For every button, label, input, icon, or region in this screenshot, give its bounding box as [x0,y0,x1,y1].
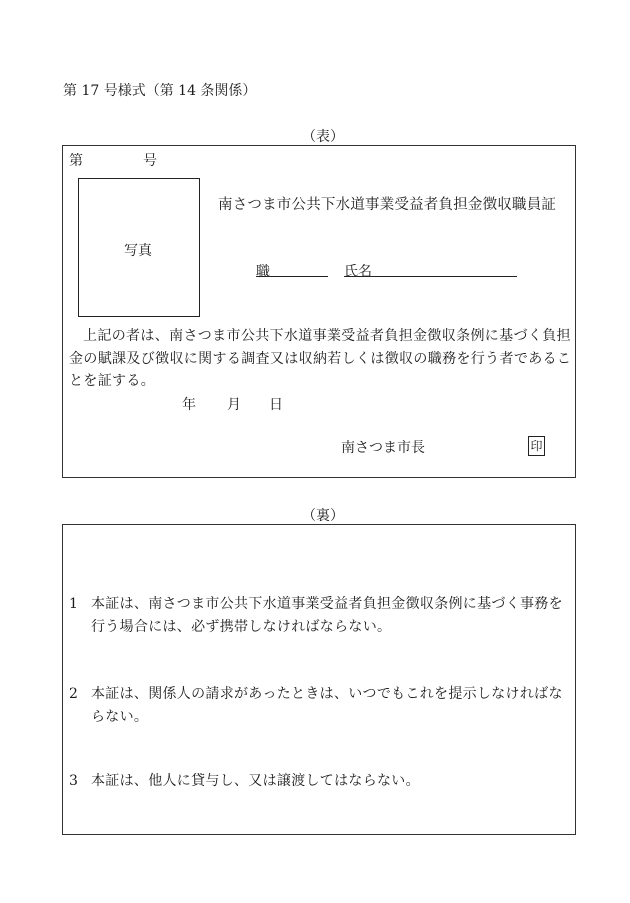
date-year-label: 年 [182,397,196,413]
name-label: 氏名 [344,264,372,280]
note-item [69,593,575,639]
note-text: 本証は、他人に貸与し、又は譲渡してはならない。 [91,773,420,789]
back-side-label: （裏） [302,508,344,524]
note-item [69,683,575,729]
name-underline [344,276,517,277]
note-number: 2 [69,686,79,702]
date-month-label: 月 [227,397,241,413]
certificate-number-suffix: 号 [143,153,157,169]
seal-stamp-box: 印 [528,436,545,456]
position-label: 職 [256,264,270,280]
note-text: 本証は、南さつま市公共下水道事業受益者負担金徴収条例に基づく事務を行う場合には、必ず携帯しなければならない。 [91,596,563,635]
note-number: 3 [69,773,79,789]
certificate-body-text: 上記の者は、南さつま市公共下水道事業受益者負担金徴収条例に基づく負担金の賦課及び徴収に関する調査又は収納若しくは徴収の職務を行う者であることを証する。 [69,328,572,389]
date-day-label: 日 [269,397,283,413]
front-side-label: （表） [302,129,344,145]
certificate-title: 南さつま市公共下水道事業受益者負担金徴収職員証 [218,197,557,213]
note-number: 1 [69,596,79,612]
certificate-number-prefix: 第 [69,153,83,169]
issuer-name: 南さつま市長 [341,440,425,456]
form-title: 第 17 号様式（第 14 条関係） [63,83,257,99]
note-text: 本証は、関係人の請求があったときは、いつでもこれを提示しなければならない。 [91,686,563,725]
note-item [69,770,575,793]
position-underline [256,276,328,277]
photo-label: 写真 [124,243,152,259]
